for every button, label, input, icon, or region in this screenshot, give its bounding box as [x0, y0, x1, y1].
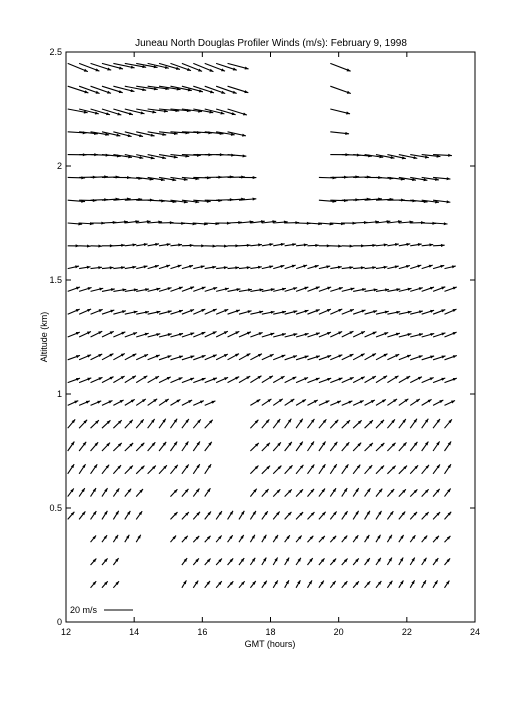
wind-vector-head	[339, 378, 343, 381]
wind-vector-head	[248, 310, 252, 313]
wind-vector-head	[233, 68, 237, 71]
wind-vector-head	[189, 265, 193, 268]
wind-vector-head	[119, 90, 123, 93]
scale-key-label: 20 m/s	[70, 605, 98, 615]
wind-vector-head	[145, 333, 149, 336]
wind-vector-head	[350, 245, 354, 248]
wind-vector-head	[99, 309, 103, 312]
wind-vector-head	[339, 287, 343, 290]
x-axis	[61, 52, 480, 637]
wind-vector-head	[396, 333, 400, 336]
wind-vector-head	[441, 309, 445, 312]
wind-vector-head	[221, 68, 225, 71]
wind-vector-head	[224, 309, 228, 312]
y-tick-label: 0	[56, 617, 62, 627]
wind-vector-head	[121, 244, 125, 247]
wind-vector-head	[201, 332, 205, 335]
wind-vector-head	[305, 333, 309, 336]
x-tick-label: 14	[129, 627, 140, 637]
wind-vector-head	[210, 90, 214, 93]
wind-vector-head	[305, 310, 309, 313]
wind-vector-head	[232, 112, 236, 115]
wind-vector-head	[372, 244, 376, 247]
x-tick-label: 20	[333, 627, 344, 637]
wind-vector-head	[448, 154, 452, 157]
wind-vector-head	[202, 378, 206, 381]
wind-vector-head	[327, 378, 331, 381]
wind-vector-head	[98, 245, 102, 248]
wind-vector-head	[167, 355, 171, 358]
wind-vector-head	[178, 265, 182, 268]
wind-vectors	[68, 63, 457, 587]
wind-vector-head	[176, 67, 180, 70]
wind-vector-head	[315, 265, 319, 268]
wind-vector-head	[293, 287, 297, 290]
x-tick-label: 18	[265, 627, 276, 637]
wind-vector-head	[430, 287, 434, 290]
wind-vector-head	[179, 310, 183, 313]
wind-vector-head	[213, 378, 217, 381]
wind-vector-head	[168, 287, 172, 290]
wind-vector-head	[444, 222, 448, 225]
wind-vector-head	[316, 333, 320, 336]
wind-vector-head	[190, 309, 194, 312]
wind-vector-head	[107, 91, 111, 94]
y-tick-label: 1.5	[49, 275, 62, 285]
wind-vector-head	[316, 356, 320, 359]
y-tick-label: 2.5	[49, 47, 62, 57]
wind-vector-head	[244, 90, 248, 93]
x-tick-label: 16	[197, 627, 208, 637]
wind-vector-head	[305, 356, 309, 359]
wind-vector-head	[281, 355, 285, 358]
wind-vector-head	[221, 91, 225, 94]
wind-vector-head	[327, 244, 331, 247]
wind-vector-head	[419, 287, 423, 290]
wind-vector-head	[155, 265, 159, 268]
wind-vector-head	[106, 112, 110, 115]
x-tick-label: 22	[401, 627, 412, 637]
y-tick-label: 0.5	[49, 503, 62, 513]
wind-vector-head	[129, 112, 133, 115]
wind-vector-head	[292, 265, 296, 268]
wind-vector-head	[190, 333, 194, 336]
wind-vector-head	[347, 91, 351, 94]
wind-vector-head	[429, 265, 433, 268]
wind-vector-head	[304, 287, 308, 290]
scale-key	[70, 605, 133, 615]
wind-vector-head	[190, 287, 194, 290]
x-tick-label: 12	[60, 627, 72, 637]
wind-vector-head	[419, 355, 423, 358]
y-tick-label: 2	[56, 161, 62, 171]
y-axis-label: Altitude (km)	[39, 311, 49, 363]
wind-vector-head	[179, 356, 183, 359]
wind-vector-head	[259, 332, 263, 335]
wind-vector-head	[76, 355, 80, 358]
wind-vector-head	[441, 287, 445, 290]
wind-vector-head	[417, 265, 421, 268]
wind-vector-head	[316, 287, 320, 290]
wind-vector-head	[453, 355, 457, 358]
wind-vector-head	[76, 244, 80, 247]
wind-vector-head	[280, 265, 284, 268]
wind-vector-head	[202, 355, 206, 358]
wind-vector-head	[96, 91, 100, 94]
wind-vector-head	[327, 355, 331, 358]
wind-vector-head	[361, 244, 365, 247]
wind-vector-head	[440, 265, 444, 268]
wind-vector-head	[316, 309, 320, 312]
wind-vector-head	[303, 265, 307, 268]
wind-vector-head	[190, 244, 194, 247]
wind-vector-head	[117, 112, 121, 115]
wind-vector-head	[373, 310, 377, 313]
wind-vector-head	[243, 112, 247, 115]
wind-vector-head	[315, 244, 319, 247]
wind-vector-head	[110, 244, 114, 247]
wind-vector-head	[441, 378, 445, 381]
x-axis-label: GMT (hours)	[244, 639, 296, 649]
wind-vector-head	[133, 332, 137, 335]
wind-vector-head	[253, 176, 257, 179]
wind-vector-head	[213, 245, 217, 248]
wind-vector-head	[316, 378, 320, 381]
wind-vector-head	[235, 244, 239, 247]
chart-title: Juneau North Douglas Profiler Winds (m/s): February 9, 1998	[135, 38, 407, 49]
wind-vector-head	[84, 90, 88, 93]
wind-vector-head	[187, 68, 191, 71]
wind-vector-head	[270, 333, 274, 336]
wind-vector-head	[87, 245, 91, 248]
wind-vector-head	[442, 356, 446, 359]
wind-vector-head	[338, 245, 342, 248]
wind-vector-head	[87, 378, 91, 381]
wind-vector-head	[198, 69, 202, 72]
wind-vector-head	[430, 333, 434, 336]
wind-vector-head	[76, 332, 80, 335]
wind-vector-head	[156, 355, 160, 358]
wind-vector-head	[95, 68, 99, 71]
wind-vector-head	[213, 287, 217, 290]
wind-vector-head	[347, 68, 351, 71]
wind-vector-head	[122, 310, 126, 313]
wind-vector-head	[236, 310, 240, 313]
wind-vector-head	[166, 265, 170, 268]
wind-vector-head	[293, 355, 297, 358]
wind-vector-head	[190, 356, 194, 359]
wind-vector-head	[327, 287, 331, 290]
wind-vector-head	[453, 287, 457, 290]
x-tick-label: 24	[469, 627, 481, 637]
wind-vector-head	[179, 287, 183, 290]
wind-vector-head	[453, 332, 457, 335]
wind-vector-head	[441, 244, 445, 247]
wind-vector-head	[247, 244, 251, 247]
wind-vector-head	[350, 309, 354, 312]
wind-vector-head	[327, 332, 331, 335]
wind-vector-head	[76, 378, 80, 381]
wind-vector-head	[209, 69, 213, 72]
wind-vector-head	[179, 333, 183, 336]
y-tick-label: 1	[56, 389, 62, 399]
wind-vector-head	[406, 265, 410, 268]
wind-vector-head	[190, 378, 194, 381]
wind-vector-head	[76, 287, 80, 290]
wind-vector-head	[84, 69, 88, 72]
wind-vector-head	[224, 245, 228, 248]
wind-vector-head	[430, 310, 434, 313]
wind-vector-head	[233, 91, 237, 94]
wind-vector-head	[202, 287, 206, 290]
wind-vector-head	[110, 310, 114, 313]
wind-vector-head	[88, 287, 92, 290]
wind-vector-head	[430, 356, 434, 359]
wind-vector-head	[362, 310, 366, 313]
wind-vector-head	[441, 333, 445, 336]
wind-vector-head	[407, 355, 411, 358]
wind-vector-head	[201, 244, 205, 247]
wind-vector-head	[384, 332, 388, 335]
wind-vector-head	[107, 68, 111, 71]
wind-vector-head	[453, 378, 457, 381]
